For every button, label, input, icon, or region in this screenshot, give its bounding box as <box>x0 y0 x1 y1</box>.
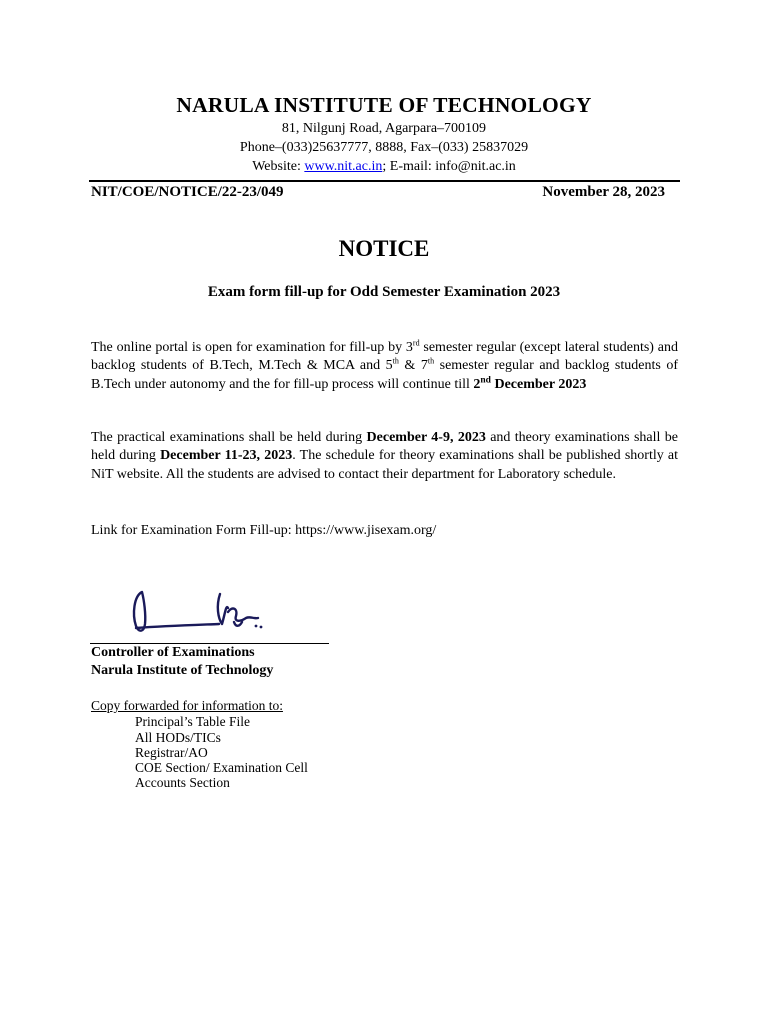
header-divider <box>89 180 680 182</box>
notice-title: NOTICE <box>338 236 430 261</box>
email-text: ; E-mail: info@nit.ac.in <box>382 159 516 174</box>
copy-recipient: All HODs/TICs <box>135 730 221 745</box>
paragraph-exam-dates: The practical examinations shall be held during December 4-9, 2023 and theory examinations shall be held during December 11-23, 2023. The schedule for theory examinations shall be published shortly at NiT website. All the students are advised to contact their department for Laboratory schedule. <box>91 430 679 482</box>
signature-image <box>124 586 274 636</box>
institute-contact <box>0 159 768 175</box>
signature-line <box>90 643 329 644</box>
institute-address: 81, Nilgunj Road, Agarpara–700109 <box>281 121 487 136</box>
website-link[interactable]: www.nit.ac.in <box>304 159 383 174</box>
theory-dates: December 11-23, 2023 <box>160 448 293 464</box>
copy-recipient: Registrar/AO <box>135 745 208 760</box>
copy-recipient: Accounts Section <box>135 775 230 790</box>
notice-reference: NIT/COE/NOTICE/22-23/049 <box>91 184 284 200</box>
exam-form-link: Link for Examination Form Fill-up: https://www.jisexam.org/ <box>91 523 437 538</box>
copy-recipient: Principal’s Table File <box>135 714 251 729</box>
copy-recipient: COE Section/ Examination Cell <box>135 760 308 775</box>
practical-dates: December 4-9, 2023 <box>366 430 486 445</box>
signatory-title: Controller of Examinations <box>91 645 255 660</box>
copy-forwarded-heading: Copy forwarded for information to: <box>91 698 283 713</box>
deadline-date: 2nd December 2023 <box>473 374 587 392</box>
notice-subject: Exam form fill-up for Odd Semester Examination 2023 <box>207 284 561 300</box>
notice-date: November 28, 2023 <box>542 184 665 200</box>
institute-phone: Phone–(033)25637777, 8888, Fax–(033) 25837029 <box>239 140 529 155</box>
institute-name: NARULA INSTITUTE OF TECHNOLOGY <box>176 93 592 117</box>
website-label: Website: <box>252 159 305 174</box>
signatory-organization: Narula Institute of Technology <box>91 663 274 678</box>
paragraph-portal: The online portal is open for examination for fill-up by 3rd semester regular (except lateral students) and backlog students of B.Tech, M.Tech & MCA and 5th & 7th semester regular and backlog students of B.Tech under autonomy and the for fill-up process will continue till 2nd December 2023 <box>91 338 678 392</box>
